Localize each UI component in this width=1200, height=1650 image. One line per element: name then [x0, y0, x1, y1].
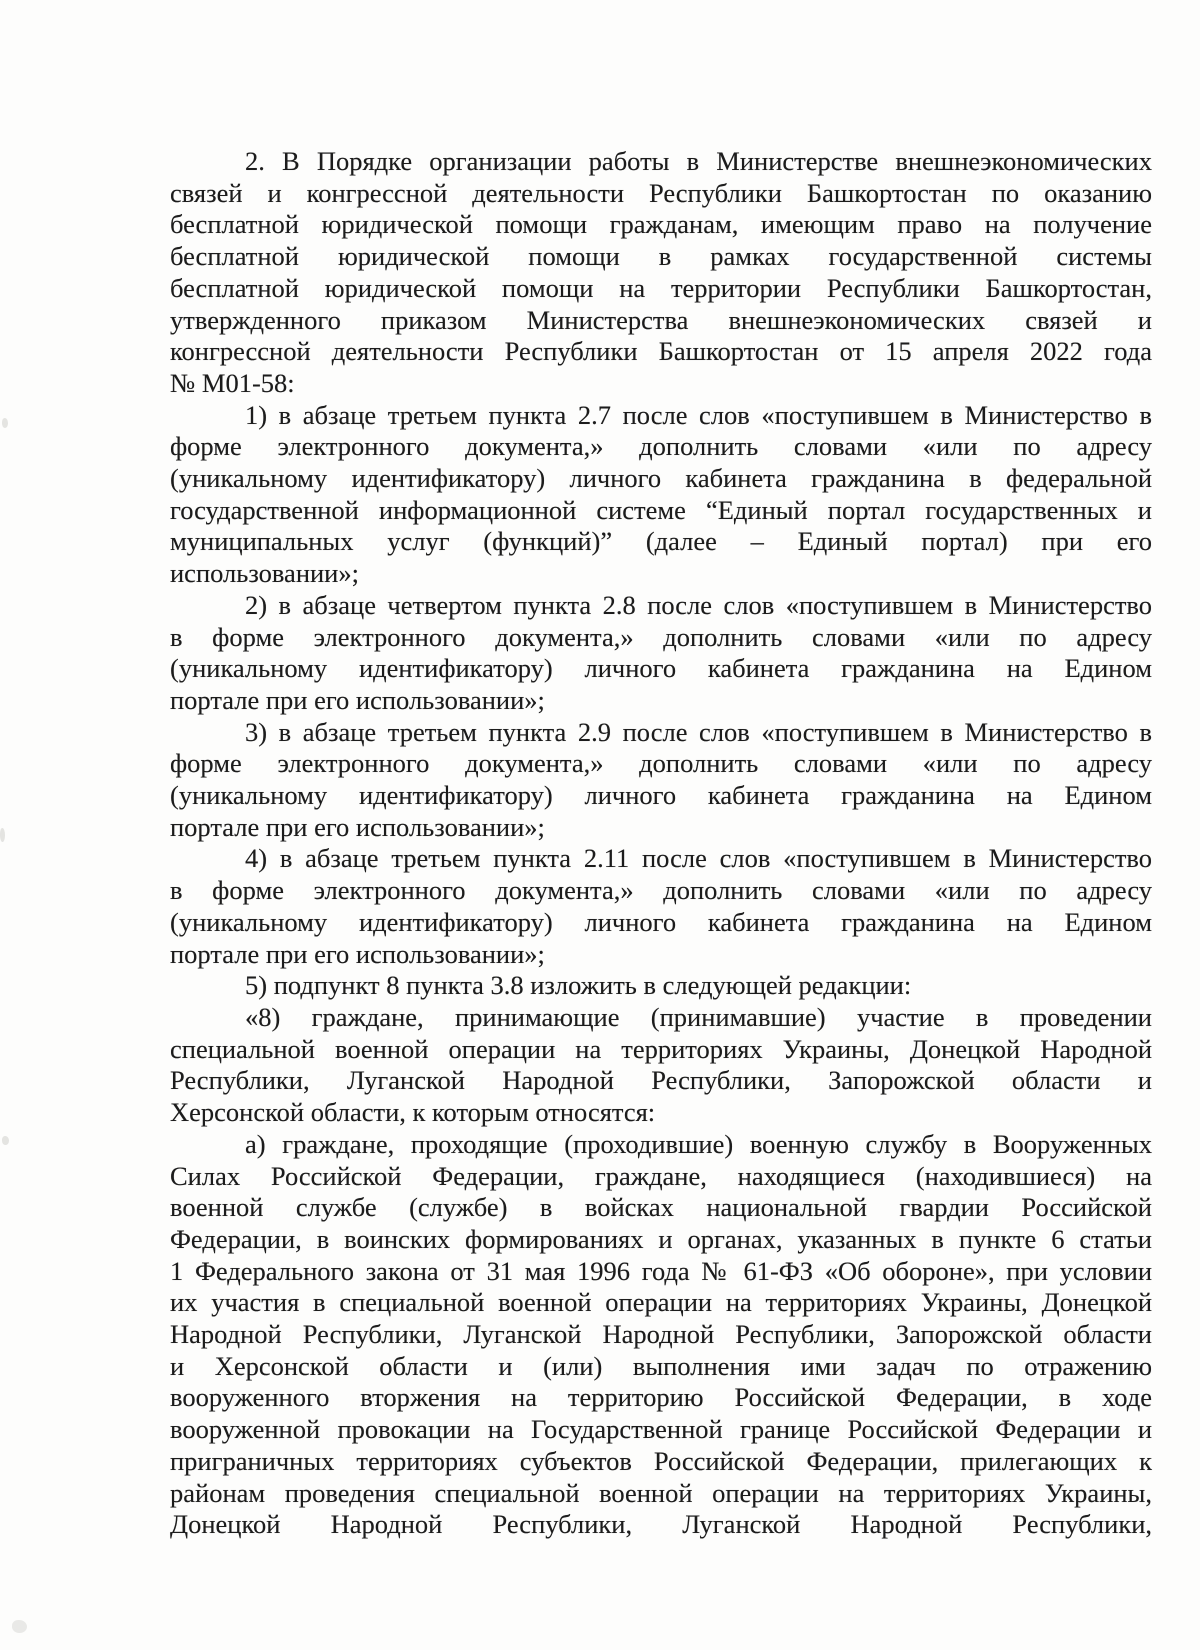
- text-line: 1) в абзаце третьем пункта 2.7 после слов «поступившем в Министерство в: [245, 399, 1152, 430]
- text-line: государственной информационной системе “Единый портал государственных и: [170, 494, 1152, 525]
- scan-artifact: [2, 1136, 9, 1145]
- text-line: портале при его использовании»;: [170, 811, 545, 842]
- text-line: а) граждане, проходящие (проходившие) военную службу в Вооруженных: [245, 1128, 1152, 1159]
- text-line: портале при его использовании»;: [170, 938, 545, 969]
- text-line: Херсонской области, к которым относятся:: [170, 1097, 656, 1128]
- document-body: [170, 146, 1152, 1541]
- text-line: их участия в специальной военной операции на территориях Украины, Донецкой: [170, 1287, 1152, 1318]
- text-line: военной службе (службе) в войсках национальной гвардии Российской: [170, 1192, 1152, 1223]
- text-line: (уникальному идентификатору) личного кабинета гражданина на Едином: [170, 906, 1152, 937]
- text-line: вооруженного вторжения на территорию Российской Федерации, в ходе: [170, 1382, 1152, 1413]
- text-line: 1 Федерального закона от 31 мая 1996 года № 61-ФЗ «Об обороне», при условии: [170, 1255, 1152, 1286]
- text-line: бесплатной юридической помощи в рамках государственной системы: [170, 241, 1152, 272]
- text-line: 2. В Порядке организации работы в Министерстве внешнеэкономических: [245, 146, 1152, 176]
- text-line: Федерации, в воинских формированиях и органах, указанных в пункте 6 статьи: [170, 1223, 1152, 1254]
- text-line: бесплатной юридической помощи на территории Республики Башкортостан,: [170, 272, 1152, 303]
- text-line: 2) в абзаце четвертом пункта 2.8 после слов «поступившем в Министерство: [245, 589, 1152, 620]
- scan-artifact: [0, 828, 5, 842]
- text-line: и Херсонской области и (или) выполнения ими задач по отражению: [170, 1350, 1152, 1381]
- text-line: приграничных территориях субъектов Российской Федерации, прилегающих к: [170, 1445, 1152, 1476]
- text-line: бесплатной юридической помощи гражданам, имеющим право на получение: [170, 209, 1152, 240]
- text-line: связей и конгрессной деятельности Республики Башкортостан по оказанию: [170, 177, 1152, 208]
- text-line: 4) в абзаце третьем пункта 2.11 после слов «поступившем в Министерство: [245, 843, 1152, 874]
- text-line: в форме электронного документа,» дополнить словами «или по адресу: [170, 875, 1152, 906]
- text-line: № М01-58:: [170, 367, 295, 398]
- text-line: форме электронного документа,» дополнить словами «или по адресу: [170, 748, 1152, 779]
- text-line: (уникальному идентификатору) личного кабинета гражданина в федеральной: [170, 463, 1152, 494]
- text-line: конгрессной деятельности Республики Башкортостан от 15 апреля 2022 года: [170, 336, 1152, 367]
- text-line: (уникальному идентификатору) личного кабинета гражданина на Едином: [170, 653, 1152, 684]
- text-line: вооруженной провокации на Государственной границе Российской Федерации и: [170, 1414, 1152, 1445]
- text-line: Силах Российской Федерации, граждане, находящиеся (находившиеся) на: [170, 1160, 1152, 1191]
- text-line: районам проведения специальной военной операции на территориях Украины,: [170, 1477, 1152, 1508]
- text-line: 3) в абзаце третьем пункта 2.9 после слов «поступившем в Министерство в: [245, 716, 1152, 747]
- text-line: Донецкой Народной Республики, Луганской Народной Республики,: [170, 1509, 1152, 1540]
- text-line: форме электронного документа,» дополнить словами «или по адресу: [170, 431, 1152, 462]
- scan-artifact: [2, 418, 8, 428]
- text-line: утвержденного приказом Министерства внешнеэкономических связей и: [170, 304, 1152, 335]
- text-line: специальной военной операции на территориях Украины, Донецкой Народной: [170, 1033, 1152, 1064]
- text-line: 5) подпункт 8 пункта 3.8 изложить в следующей редакции:: [245, 970, 912, 1001]
- text-line: «8) граждане, принимающие (принимавшие) участие в проведении: [245, 1001, 1152, 1032]
- text-line: Республики, Луганской Народной Республики, Запорожской области и: [170, 1065, 1152, 1096]
- text-line: в форме электронного документа,» дополнить словами «или по адресу: [170, 621, 1152, 652]
- text-line: (уникальному идентификатору) личного кабинета гражданина на Едином: [170, 780, 1152, 811]
- text-line: муниципальных услуг (функций)” (далее – Единый портал) при его: [170, 526, 1152, 557]
- scan-artifact: [12, 1620, 27, 1633]
- text-line: Народной Республики, Луганской Народной Республики, Запорожской области: [170, 1319, 1152, 1350]
- text-line: использовании»;: [170, 558, 359, 589]
- text-line: портале при его использовании»;: [170, 684, 545, 715]
